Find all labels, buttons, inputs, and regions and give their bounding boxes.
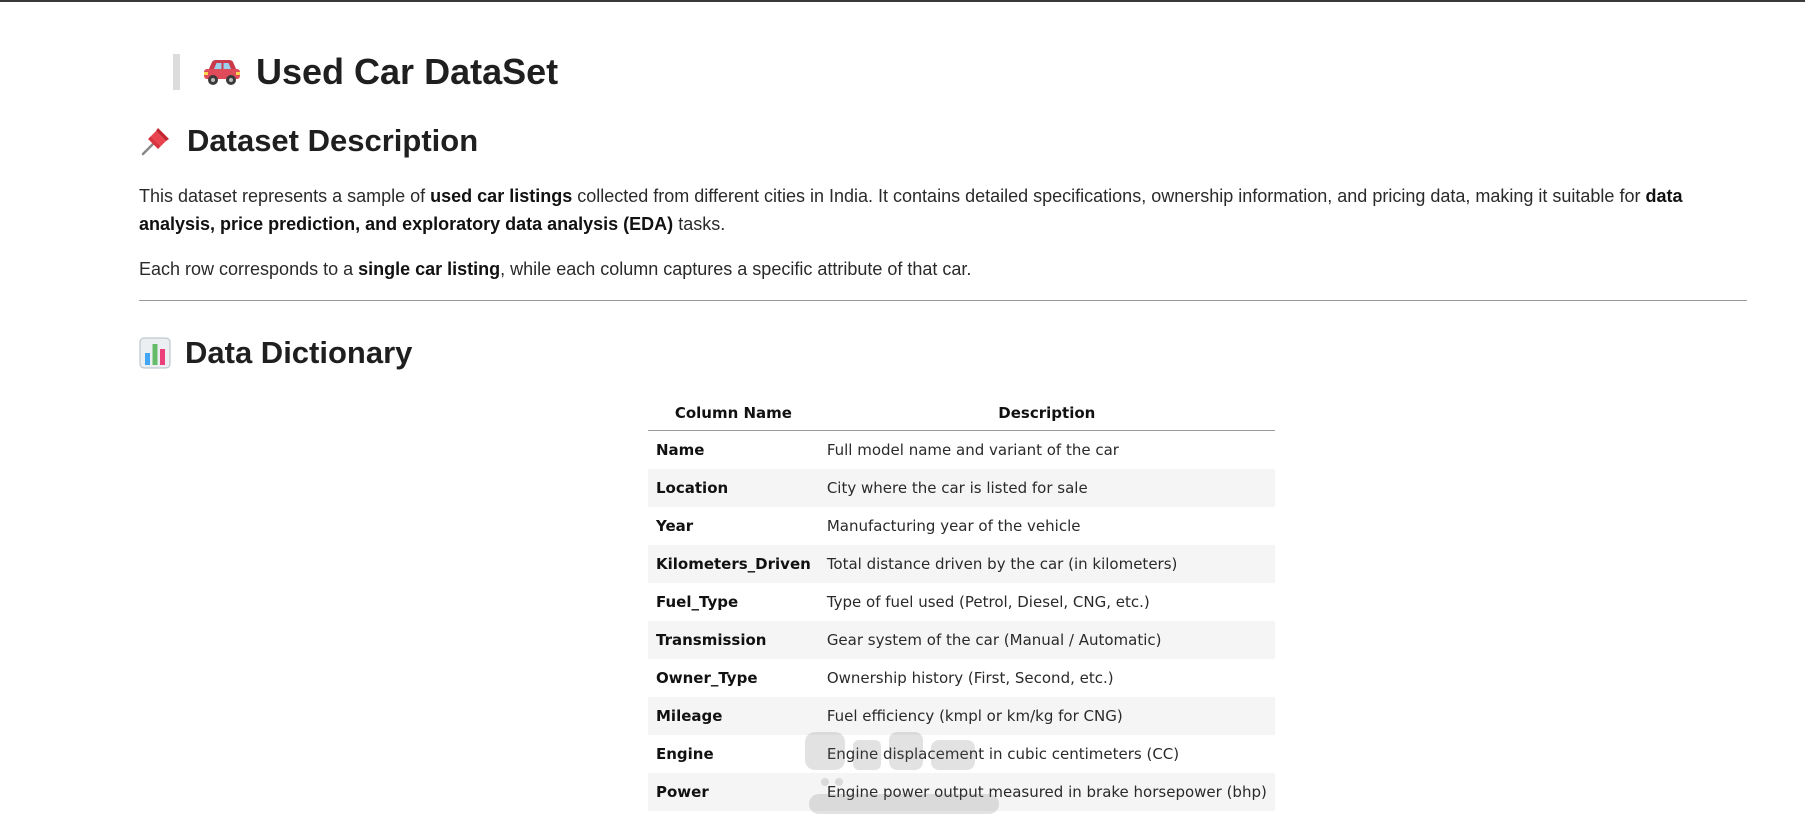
table-cell-description: Full model name and variant of the car bbox=[826, 441, 1119, 459]
table-cell-name: Owner_Type bbox=[656, 669, 758, 687]
table-cell-description: Engine displacement in cubic centimeters (CC) bbox=[826, 745, 1180, 763]
description-paragraph-2 bbox=[139, 255, 1747, 283]
table-cell-description: Engine power output measured in brake horsepower (bhp) bbox=[819, 773, 1275, 811]
page-title-text: Used Car DataSet bbox=[256, 51, 559, 92]
table-row bbox=[648, 583, 1275, 621]
table-cell-description: Fuel efficiency (kmpl or km/kg for CNG) bbox=[819, 697, 1275, 735]
bold-span: single car listing bbox=[358, 259, 501, 279]
page-title bbox=[202, 51, 558, 93]
data-dictionary-heading-text: Data Dictionary bbox=[185, 335, 413, 370]
table-row bbox=[648, 735, 1275, 773]
text-span: collected from different cities in India. It contains detailed specifications, ownership information, and pricing data, making it suitable for bbox=[572, 186, 1646, 206]
table-cell-description: Manufacturing year of the vehicle bbox=[826, 517, 1081, 535]
table-cell-description: Type of fuel used (Petrol, Diesel, CNG, etc.) bbox=[826, 593, 1150, 611]
title-blockquote bbox=[173, 51, 559, 92]
table-row bbox=[648, 621, 1275, 659]
table-cell-description: Total distance driven by the car (in kilometers) bbox=[819, 545, 1275, 583]
table-cell-name: Transmission bbox=[648, 621, 819, 659]
table-row bbox=[648, 659, 1275, 697]
table-row bbox=[648, 697, 1275, 735]
text-span: This dataset represents a sample of bbox=[139, 186, 431, 206]
text-span: tasks. bbox=[673, 214, 726, 234]
table-row bbox=[648, 469, 1275, 507]
description-paragraph-1 bbox=[139, 182, 1747, 238]
table-cell-name: Mileage bbox=[648, 697, 819, 735]
table-cell-name: Location bbox=[648, 469, 819, 507]
table-cell-name: Fuel_Type bbox=[656, 593, 739, 611]
column-header: Column Name bbox=[648, 396, 819, 431]
bar-chart-icon bbox=[139, 337, 171, 369]
table-row bbox=[648, 507, 1275, 545]
pushpin-icon bbox=[139, 124, 173, 158]
table-cell-name: Name bbox=[656, 441, 705, 459]
data-dictionary-table bbox=[648, 396, 1275, 811]
table-cell-description: Ownership history (First, Second, etc.) bbox=[826, 669, 1114, 687]
table-row bbox=[648, 431, 1275, 470]
text-span: Each row corresponds to a bbox=[139, 259, 359, 279]
dataset-description-heading-text: Dataset Description bbox=[187, 123, 479, 158]
horizontal-rule bbox=[139, 300, 1747, 301]
bold-span: data analysis, price prediction, and exploratory data analysis (EDA) bbox=[139, 186, 1683, 234]
table-cell-description: Gear system of the car (Manual / Automatic) bbox=[819, 621, 1275, 659]
table-row bbox=[648, 773, 1275, 811]
table-cell-name: Year bbox=[656, 517, 694, 535]
table-header-row bbox=[648, 396, 1275, 431]
text-span: , while each column captures a specific attribute of that car. bbox=[500, 259, 972, 279]
table-row bbox=[648, 545, 1275, 583]
table-cell-name: Engine bbox=[656, 745, 714, 763]
table-cell-name: Kilometers_Driven bbox=[648, 545, 819, 583]
bold-span: used car listings bbox=[430, 186, 573, 206]
table-cell-description: City where the car is listed for sale bbox=[819, 469, 1275, 507]
data-dictionary-heading bbox=[139, 335, 412, 371]
table-cell-name: Power bbox=[648, 773, 819, 811]
column-header: Description bbox=[819, 396, 1275, 431]
car-icon bbox=[202, 57, 242, 87]
dataset-description-heading bbox=[139, 123, 478, 159]
